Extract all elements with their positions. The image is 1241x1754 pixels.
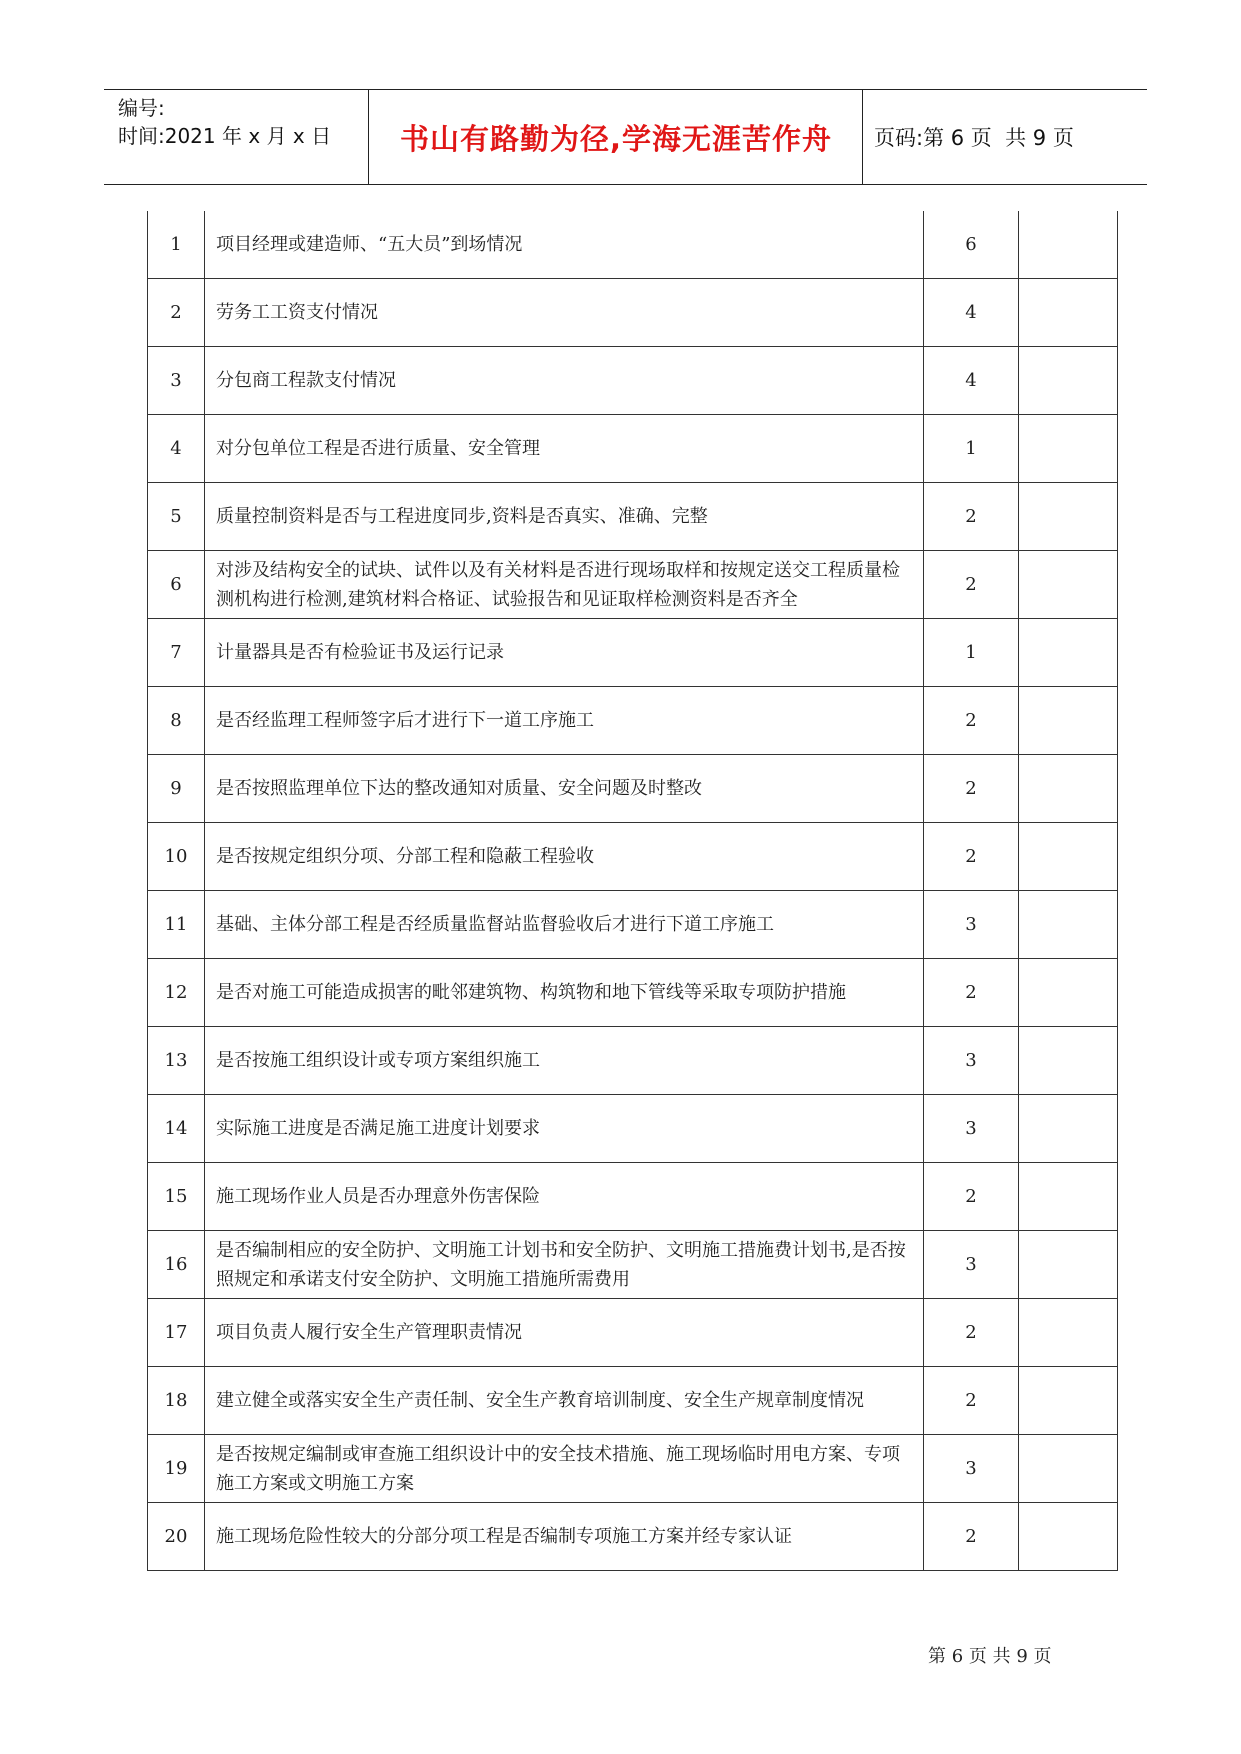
- row-number: 19: [148, 1435, 205, 1503]
- table-row: [148, 1435, 1118, 1503]
- row-score: 2: [924, 687, 1019, 755]
- header-divider: [862, 90, 863, 184]
- row-number: 13: [148, 1027, 205, 1095]
- row-blank-cell: [1019, 211, 1118, 279]
- row-item-text: 建立健全或落实安全生产责任制、安全生产教育培训制度、安全生产规章制度情况: [205, 1367, 924, 1435]
- row-item-text: 是否按规定组织分项、分部工程和隐蔽工程验收: [205, 823, 924, 891]
- row-blank-cell: [1019, 891, 1118, 959]
- row-score: 1: [924, 415, 1019, 483]
- inspection-score-table: [147, 211, 1118, 1571]
- row-number: 18: [148, 1367, 205, 1435]
- row-score: 2: [924, 755, 1019, 823]
- row-blank-cell: [1019, 619, 1118, 687]
- row-score: 3: [924, 1027, 1019, 1095]
- row-score: 4: [924, 347, 1019, 415]
- table-row: [148, 211, 1118, 279]
- page-header: [104, 89, 1147, 185]
- header-motto: 书山有路勤为径,学海无涯苦作舟: [399, 121, 833, 156]
- row-blank-cell: [1019, 347, 1118, 415]
- row-blank-cell: [1019, 279, 1118, 347]
- row-item-text: 是否按照监理单位下达的整改通知对质量、安全问题及时整改: [205, 755, 924, 823]
- row-number: 8: [148, 687, 205, 755]
- table-row: [148, 1299, 1118, 1367]
- table-row: [148, 1231, 1118, 1299]
- row-item-text: 是否按规定编制或审查施工组织设计中的安全技术措施、施工现场临时用电方案、专项施工方案或文明施工方案: [205, 1435, 924, 1503]
- row-item-text: 基础、主体分部工程是否经质量监督站监督验收后才进行下道工序施工: [205, 891, 924, 959]
- table-row: [148, 823, 1118, 891]
- row-score: 3: [924, 1231, 1019, 1299]
- row-number: 12: [148, 959, 205, 1027]
- table-row: [148, 1503, 1118, 1571]
- row-score: 6: [924, 211, 1019, 279]
- document-time-label: 时间:2021 年 x 月 x 日: [118, 124, 332, 148]
- row-number: 3: [148, 347, 205, 415]
- row-number: 16: [148, 1231, 205, 1299]
- row-blank-cell: [1019, 1163, 1118, 1231]
- header-meta: [118, 94, 368, 150]
- row-score: 1: [924, 619, 1019, 687]
- row-item-text: 施工现场危险性较大的分部分项工程是否编制专项施工方案并经专家认证: [205, 1503, 924, 1571]
- row-item-text: 计量器具是否有检验证书及运行记录: [205, 619, 924, 687]
- table-row: [148, 687, 1118, 755]
- row-blank-cell: [1019, 823, 1118, 891]
- row-item-text: 项目经理或建造师、“五大员”到场情况: [205, 211, 924, 279]
- document-number-label: 编号:: [118, 96, 165, 120]
- row-number: 2: [148, 279, 205, 347]
- table-row: [148, 347, 1118, 415]
- table-row: [148, 483, 1118, 551]
- row-item-text: 质量控制资料是否与工程进度同步,资料是否真实、准确、完整: [205, 483, 924, 551]
- header-page-label: 页码:第 6 页 共 9 页: [874, 126, 1074, 150]
- row-number: 20: [148, 1503, 205, 1571]
- header-divider: [368, 90, 369, 184]
- row-score: 3: [924, 1095, 1019, 1163]
- row-item-text: 是否编制相应的安全防护、文明施工计划书和安全防护、文明施工措施费计划书,是否按照规定和承诺支付安全防护、文明施工措施所需费用: [205, 1231, 924, 1299]
- table-row: [148, 619, 1118, 687]
- row-number: 10: [148, 823, 205, 891]
- row-blank-cell: [1019, 959, 1118, 1027]
- row-blank-cell: [1019, 1367, 1118, 1435]
- row-item-text: 是否按施工组织设计或专项方案组织施工: [205, 1027, 924, 1095]
- row-item-text: 实际施工进度是否满足施工进度计划要求: [205, 1095, 924, 1163]
- table-row: [148, 279, 1118, 347]
- row-blank-cell: [1019, 1095, 1118, 1163]
- row-blank-cell: [1019, 483, 1118, 551]
- row-score: 2: [924, 551, 1019, 619]
- page-footer: 第 6 页 共 9 页: [928, 1646, 1052, 1667]
- row-item-text: 劳务工工资支付情况: [205, 279, 924, 347]
- row-score: 2: [924, 1367, 1019, 1435]
- row-number: 11: [148, 891, 205, 959]
- row-score: 2: [924, 959, 1019, 1027]
- table-row: [148, 891, 1118, 959]
- row-item-text: 分包商工程款支付情况: [205, 347, 924, 415]
- table-body: [148, 211, 1118, 1571]
- row-number: 17: [148, 1299, 205, 1367]
- row-item-text: 对涉及结构安全的试块、试件以及有关材料是否进行现场取样和按规定送交工程质量检测机构进行检测,建筑材料合格证、试验报告和见证取样检测资料是否齐全: [205, 551, 924, 619]
- table-row: [148, 415, 1118, 483]
- row-score: 3: [924, 1435, 1019, 1503]
- row-score: 2: [924, 1299, 1019, 1367]
- row-item-text: 是否经监理工程师签字后才进行下一道工序施工: [205, 687, 924, 755]
- row-item-text: 项目负责人履行安全生产管理职责情况: [205, 1299, 924, 1367]
- row-blank-cell: [1019, 687, 1118, 755]
- row-score: 3: [924, 891, 1019, 959]
- row-blank-cell: [1019, 1435, 1118, 1503]
- row-score: 2: [924, 1503, 1019, 1571]
- table-row: [148, 551, 1118, 619]
- row-blank-cell: [1019, 1503, 1118, 1571]
- row-number: 4: [148, 415, 205, 483]
- row-item-text: 对分包单位工程是否进行质量、安全管理: [205, 415, 924, 483]
- row-blank-cell: [1019, 1231, 1118, 1299]
- row-score: 4: [924, 279, 1019, 347]
- row-blank-cell: [1019, 1299, 1118, 1367]
- table-row: [148, 1027, 1118, 1095]
- row-number: 5: [148, 483, 205, 551]
- row-number: 15: [148, 1163, 205, 1231]
- row-number: 14: [148, 1095, 205, 1163]
- row-blank-cell: [1019, 1027, 1118, 1095]
- table-row: [148, 1163, 1118, 1231]
- row-number: 7: [148, 619, 205, 687]
- row-item-text: 施工现场作业人员是否办理意外伤害保险: [205, 1163, 924, 1231]
- row-score: 2: [924, 1163, 1019, 1231]
- row-number: 6: [148, 551, 205, 619]
- row-item-text: 是否对施工可能造成损害的毗邻建筑物、构筑物和地下管线等采取专项防护措施: [205, 959, 924, 1027]
- table-row: [148, 1095, 1118, 1163]
- row-score: 2: [924, 483, 1019, 551]
- row-number: 9: [148, 755, 205, 823]
- table-row: [148, 959, 1118, 1027]
- row-score: 2: [924, 823, 1019, 891]
- row-blank-cell: [1019, 415, 1118, 483]
- table-row: [148, 755, 1118, 823]
- row-blank-cell: [1019, 755, 1118, 823]
- row-number: 1: [148, 211, 205, 279]
- table-row: [148, 1367, 1118, 1435]
- row-blank-cell: [1019, 551, 1118, 619]
